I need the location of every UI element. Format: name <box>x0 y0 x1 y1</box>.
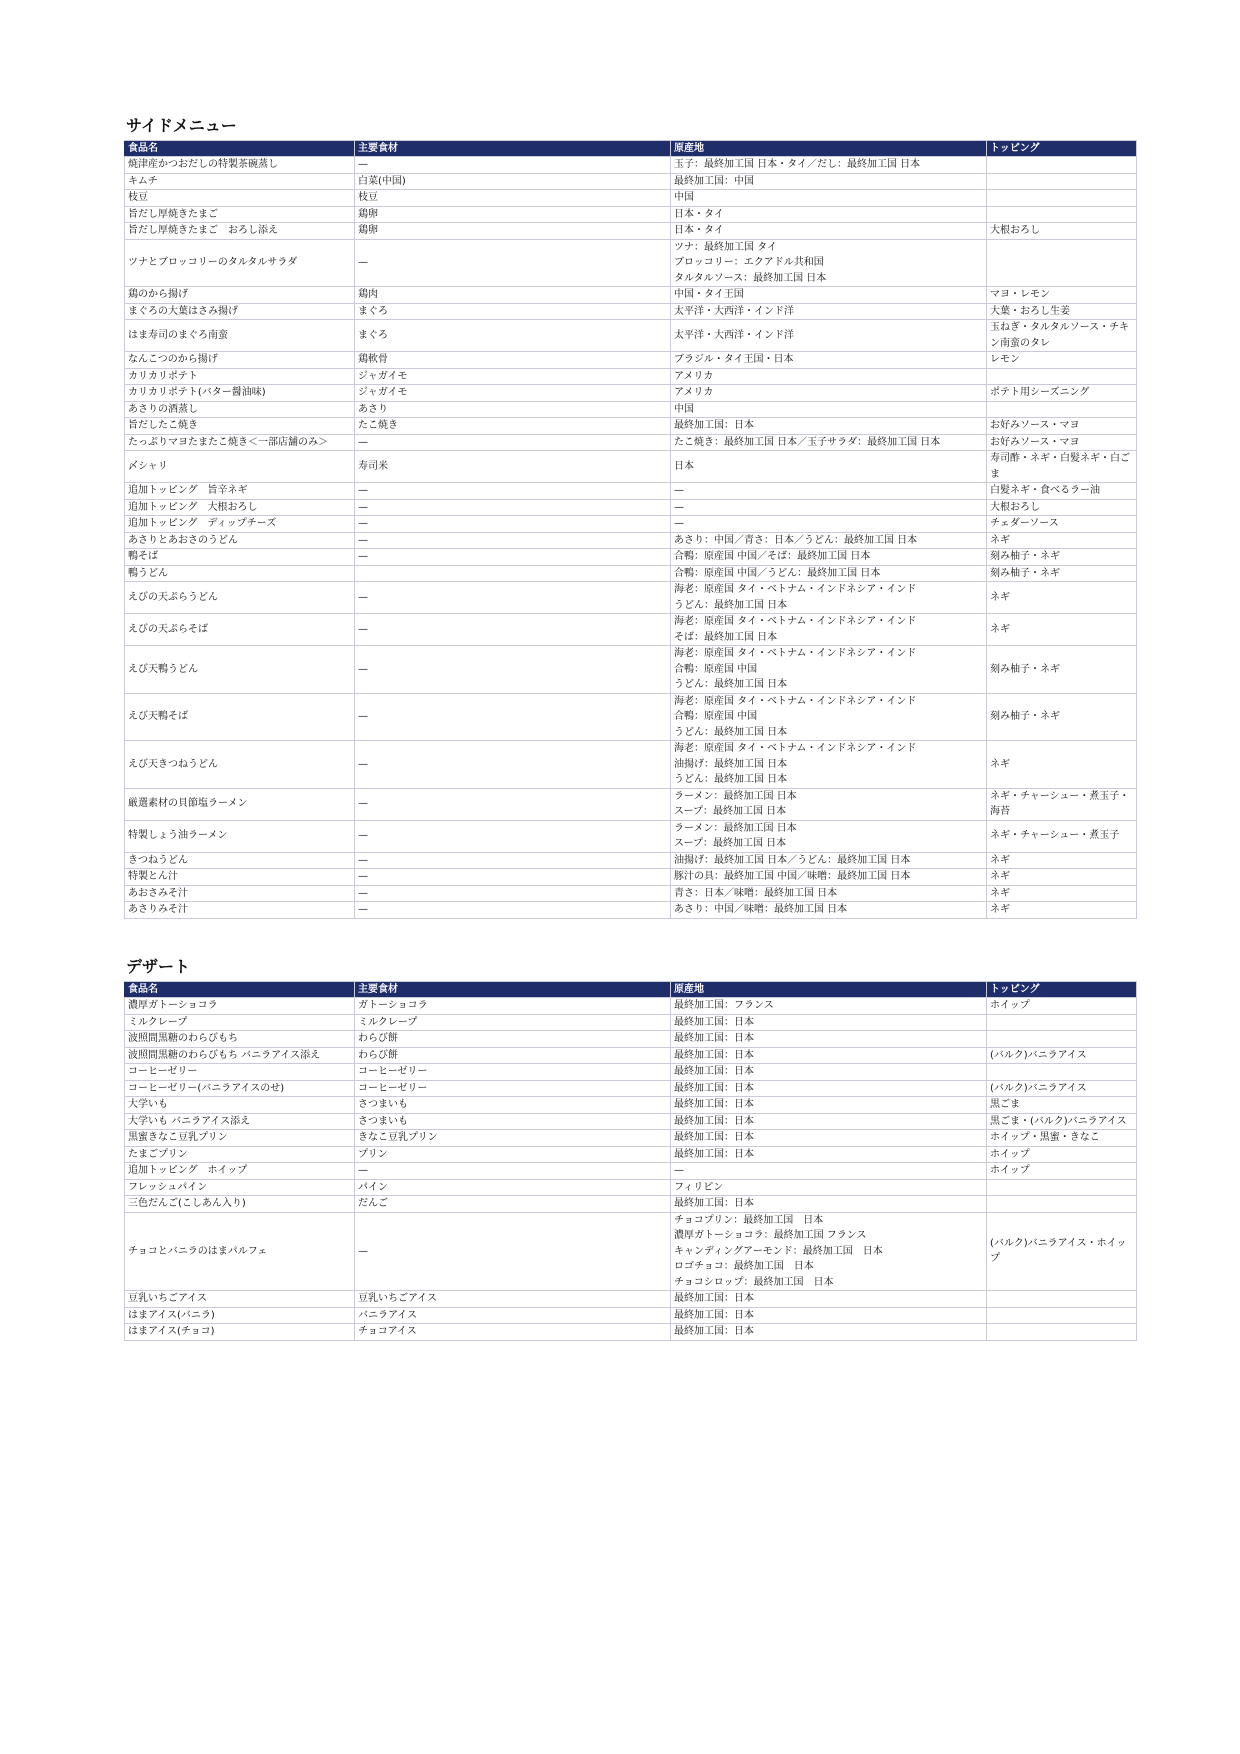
cell-origin: 最終加工国：日本 <box>671 1080 987 1097</box>
section-title: デザート <box>126 957 191 976</box>
cell-main-ingredient: だんご <box>355 1196 671 1213</box>
cell-food-name: カリカリポテト <box>125 368 355 385</box>
cell-topping: お好みソース・マヨ <box>987 434 1137 451</box>
cell-main-ingredient: 白菜(中国) <box>355 173 671 190</box>
cell-topping: ホイップ <box>987 1163 1137 1180</box>
cell-origin: 油揚げ：最終加工国 日本／うどん：最終加工国 日本 <box>671 852 987 869</box>
table-row <box>125 352 1137 369</box>
cell-origin: 最終加工国：日本 <box>671 1291 987 1308</box>
dessert-section <box>124 957 1136 1341</box>
cell-main-ingredient: コーヒーゼリー <box>355 1080 671 1097</box>
cell-topping: ネギ・チャーシュー・煮玉子・海苔 <box>987 788 1137 820</box>
cell-main-ingredient: — <box>355 239 671 287</box>
table-row <box>125 646 1137 694</box>
cell-topping: ネギ <box>987 532 1137 549</box>
cell-topping <box>987 190 1137 207</box>
cell-food-name: 鶏のから揚げ <box>125 287 355 304</box>
cell-origin: 最終加工国：日本 <box>671 1196 987 1213</box>
header-origin: 原産地 <box>671 141 987 157</box>
cell-food-name: 波照間黒糖のわらびもち <box>125 1031 355 1048</box>
cell-main-ingredient: ガトーショコラ <box>355 998 671 1015</box>
cell-food-name: チョコとバニラのはまパルフェ <box>125 1212 355 1291</box>
cell-food-name: たっぷりマヨたまたこ焼き＜一部店舗のみ＞ <box>125 434 355 451</box>
cell-main-ingredient: — <box>355 1163 671 1180</box>
cell-topping <box>987 368 1137 385</box>
table-row <box>125 1163 1137 1180</box>
cell-main-ingredient: — <box>355 741 671 789</box>
table-row <box>125 483 1137 500</box>
cell-food-name: あさりの酒蒸し <box>125 401 355 418</box>
cell-main-ingredient: プリン <box>355 1146 671 1163</box>
cell-topping <box>987 1064 1137 1081</box>
cell-topping: レモン <box>987 352 1137 369</box>
table-row <box>125 1130 1137 1147</box>
table-row <box>125 1031 1137 1048</box>
cell-food-name: キムチ <box>125 173 355 190</box>
cell-origin: 青さ：日本／味噌：最終加工国 日本 <box>671 885 987 902</box>
cell-topping: ネギ <box>987 614 1137 646</box>
cell-topping <box>987 1307 1137 1324</box>
cell-main-ingredient: あさり <box>355 401 671 418</box>
cell-topping: マヨ・レモン <box>987 287 1137 304</box>
cell-origin: 最終加工国：日本 <box>671 1146 987 1163</box>
table-row <box>125 582 1137 614</box>
cell-food-name: 追加トッピング 旨辛ネギ <box>125 483 355 500</box>
cell-origin: アメリカ <box>671 385 987 402</box>
cell-food-name: あさりとあおさのうどん <box>125 532 355 549</box>
cell-topping: ホイップ <box>987 1146 1137 1163</box>
cell-origin: 海老：原産国 タイ・ベトナム・インドネシア・インド 合鴨：原産国 中国 うどん：最終加工国 日本 <box>671 646 987 694</box>
cell-food-name: たまごプリン <box>125 1146 355 1163</box>
cell-origin: あさり：中国／青さ：日本／うどん：最終加工国 日本 <box>671 532 987 549</box>
table-header-row <box>125 141 1137 157</box>
cell-topping <box>987 239 1137 287</box>
cell-main-ingredient: — <box>355 869 671 886</box>
cell-topping <box>987 1014 1137 1031</box>
dessert-table <box>124 981 1137 1341</box>
cell-topping: お好みソース・マヨ <box>987 418 1137 435</box>
cell-main-ingredient: — <box>355 516 671 533</box>
cell-food-name: 波照間黒糖のわらびもち バニラアイス添え <box>125 1047 355 1064</box>
cell-food-name: えび天鴨そば <box>125 693 355 741</box>
cell-topping: ネギ <box>987 902 1137 919</box>
table-row <box>125 1212 1137 1291</box>
cell-main-ingredient: — <box>355 157 671 174</box>
cell-origin: あさり：中国／味噌：最終加工国 日本 <box>671 902 987 919</box>
cell-origin: 最終加工国：フランス <box>671 998 987 1015</box>
cell-origin: 最終加工国：日本 <box>671 1097 987 1114</box>
cell-food-name: フレッシュパイン <box>125 1179 355 1196</box>
cell-food-name: 鴨そば <box>125 549 355 566</box>
cell-food-name: 追加トッピング ディップチーズ <box>125 516 355 533</box>
table-row <box>125 869 1137 886</box>
cell-origin: 海老：原産国 タイ・ベトナム・インドネシア・インド そば：最終加工国 日本 <box>671 614 987 646</box>
cell-topping: (バルク)バニラアイス <box>987 1080 1137 1097</box>
cell-topping: (バルク)バニラアイス・ホイップ <box>987 1212 1137 1291</box>
cell-origin: 海老：原産国 タイ・ベトナム・インドネシア・インド うどん：最終加工国 日本 <box>671 582 987 614</box>
cell-food-name: 旨だし厚焼きたまご <box>125 206 355 223</box>
cell-food-name: きつねうどん <box>125 852 355 869</box>
cell-main-ingredient: わらび餅 <box>355 1047 671 1064</box>
cell-main-ingredient: — <box>355 483 671 500</box>
table-row <box>125 223 1137 240</box>
table-row <box>125 532 1137 549</box>
cell-main-ingredient: ジャガイモ <box>355 368 671 385</box>
cell-food-name: 追加トッピング 大根おろし <box>125 499 355 516</box>
cell-topping: ネギ <box>987 885 1137 902</box>
cell-main-ingredient: 鶏軟骨 <box>355 352 671 369</box>
cell-origin: 合鴨：原産国 中国／そば：最終加工国 日本 <box>671 549 987 566</box>
header-origin: 原産地 <box>671 982 987 998</box>
table-row <box>125 190 1137 207</box>
header-main-ingredient: 主要食材 <box>355 982 671 998</box>
cell-food-name: まぐろの大葉はさみ揚げ <box>125 303 355 320</box>
cell-main-ingredient: たこ焼き <box>355 418 671 435</box>
cell-topping: (バルク)バニラアイス <box>987 1047 1137 1064</box>
cell-food-name: 鴨うどん <box>125 565 355 582</box>
table-row <box>125 1080 1137 1097</box>
cell-topping <box>987 1179 1137 1196</box>
cell-food-name: 〆シャリ <box>125 451 355 483</box>
table-row <box>125 1113 1137 1130</box>
cell-main-ingredient: わらび餅 <box>355 1031 671 1048</box>
cell-main-ingredient: — <box>355 788 671 820</box>
table-row <box>125 239 1137 287</box>
cell-origin: 最終加工国：日本 <box>671 1031 987 1048</box>
cell-origin: ラーメン：最終加工国 日本 スープ：最終加工国 日本 <box>671 788 987 820</box>
cell-main-ingredient: 枝豆 <box>355 190 671 207</box>
cell-food-name: 旨だしたこ焼き <box>125 418 355 435</box>
cell-topping: 寿司酢・ネギ・白髪ネギ・白ごま <box>987 451 1137 483</box>
cell-food-name: 追加トッピング ホイップ <box>125 1163 355 1180</box>
cell-origin: 最終加工国：日本 <box>671 1113 987 1130</box>
cell-origin: ブラジル・タイ王国・日本 <box>671 352 987 369</box>
cell-origin: 最終加工国：日本 <box>671 1014 987 1031</box>
cell-topping: 黒ごま <box>987 1097 1137 1114</box>
table-row <box>125 693 1137 741</box>
table-row <box>125 418 1137 435</box>
cell-food-name: 焼津産かつおだしの特製茶碗蒸し <box>125 157 355 174</box>
table-row <box>125 998 1137 1015</box>
table-row <box>125 1307 1137 1324</box>
header-main-ingredient: 主要食材 <box>355 141 671 157</box>
table-row <box>125 1047 1137 1064</box>
cell-topping: 玉ねぎ・タルタルソース・チキン南蛮のタレ <box>987 320 1137 352</box>
table-row <box>125 885 1137 902</box>
cell-food-name: 豆乳いちごアイス <box>125 1291 355 1308</box>
table-row <box>125 820 1137 852</box>
cell-main-ingredient: 寿司米 <box>355 451 671 483</box>
cell-topping <box>987 1291 1137 1308</box>
cell-food-name: はまアイス(バニラ) <box>125 1307 355 1324</box>
cell-topping: 白髪ネギ・食べるラー油 <box>987 483 1137 500</box>
cell-food-name: コーヒーゼリー <box>125 1064 355 1081</box>
cell-origin: — <box>671 1163 987 1180</box>
table-row <box>125 206 1137 223</box>
cell-origin: 中国・タイ王国 <box>671 287 987 304</box>
table-row <box>125 499 1137 516</box>
cell-main-ingredient: 鶏卵 <box>355 223 671 240</box>
cell-food-name: えび天鴨うどん <box>125 646 355 694</box>
cell-main-ingredient: — <box>355 693 671 741</box>
cell-origin: 最終加工国：日本 <box>671 1130 987 1147</box>
cell-topping: 刻み柚子・ネギ <box>987 693 1137 741</box>
cell-main-ingredient: まぐろ <box>355 303 671 320</box>
header-topping: トッピング <box>987 982 1137 998</box>
cell-origin: 合鴨：原産国 中国／うどん：最終加工国 日本 <box>671 565 987 582</box>
cell-origin: 海老：原産国 タイ・ベトナム・インドネシア・インド 合鴨：原産国 中国 うどん：最終加工国 日本 <box>671 693 987 741</box>
cell-main-ingredient: — <box>355 852 671 869</box>
cell-topping <box>987 1324 1137 1341</box>
cell-main-ingredient <box>355 565 671 582</box>
header-food-name: 食品名 <box>125 982 355 998</box>
cell-topping <box>987 401 1137 418</box>
cell-food-name: カリカリポテト(バター醤油味) <box>125 385 355 402</box>
cell-origin: アメリカ <box>671 368 987 385</box>
cell-main-ingredient: — <box>355 499 671 516</box>
cell-topping: 刻み柚子・ネギ <box>987 565 1137 582</box>
cell-origin: 日本・タイ <box>671 223 987 240</box>
cell-food-name: 特製とん汁 <box>125 869 355 886</box>
table-row <box>125 1014 1137 1031</box>
cell-main-ingredient: ミルクレープ <box>355 1014 671 1031</box>
table-row <box>125 173 1137 190</box>
cell-food-name: ミルクレープ <box>125 1014 355 1031</box>
table-row <box>125 788 1137 820</box>
table-row <box>125 614 1137 646</box>
table-row <box>125 1179 1137 1196</box>
cell-topping: 黒ごま・(バルク)バニラアイス <box>987 1113 1137 1130</box>
table-row <box>125 157 1137 174</box>
cell-main-ingredient: 豆乳いちごアイス <box>355 1291 671 1308</box>
table-row <box>125 565 1137 582</box>
table-row <box>125 303 1137 320</box>
side-menu-section <box>124 116 1136 919</box>
cell-topping: 刻み柚子・ネギ <box>987 549 1137 566</box>
table-row <box>125 902 1137 919</box>
cell-food-name: 枝豆 <box>125 190 355 207</box>
cell-origin: 最終加工国：日本 <box>671 1047 987 1064</box>
cell-food-name: 三色だんご(こしあん入り) <box>125 1196 355 1213</box>
cell-main-ingredient: — <box>355 532 671 549</box>
cell-origin: 中国 <box>671 190 987 207</box>
cell-food-name: ツナとブロッコリーのタルタルサラダ <box>125 239 355 287</box>
cell-main-ingredient: まぐろ <box>355 320 671 352</box>
cell-origin: 最終加工国：日本 <box>671 418 987 435</box>
cell-origin: 太平洋・大西洋・インド洋 <box>671 303 987 320</box>
cell-food-name: あおさみそ汁 <box>125 885 355 902</box>
cell-food-name: あさりみそ汁 <box>125 902 355 919</box>
cell-food-name: なんこつのから揚げ <box>125 352 355 369</box>
cell-main-ingredient: — <box>355 549 671 566</box>
cell-food-name: 厳選素材の貝節塩ラーメン <box>125 788 355 820</box>
cell-main-ingredient: — <box>355 820 671 852</box>
cell-food-name: 旨だし厚焼きたまご おろし添え <box>125 223 355 240</box>
cell-topping: ネギ <box>987 852 1137 869</box>
cell-origin: チョコプリン：最終加工国 日本 濃厚ガトーショコラ：最終加工国 フランス キャンディングアーモンド：最終加工国 日本 ロゴチョコ：最終加工国 日本 チョコシロップ：最終加工国 日本 <box>671 1212 987 1291</box>
cell-origin: — <box>671 483 987 500</box>
cell-origin: 最終加工国：中国 <box>671 173 987 190</box>
side-menu-table <box>124 140 1137 919</box>
cell-origin: ツナ：最終加工国 タイ ブロッコリー：エクアドル共和国 タルタルソース：最終加工国 日本 <box>671 239 987 287</box>
cell-food-name: 大学いも バニラアイス添え <box>125 1113 355 1130</box>
cell-topping <box>987 157 1137 174</box>
cell-food-name: はま寿司のまぐろ南蛮 <box>125 320 355 352</box>
cell-main-ingredient: パイン <box>355 1179 671 1196</box>
table-row <box>125 516 1137 533</box>
table-row <box>125 852 1137 869</box>
cell-origin: 太平洋・大西洋・インド洋 <box>671 320 987 352</box>
cell-main-ingredient: さつまいも <box>355 1097 671 1114</box>
cell-topping: ホイップ <box>987 998 1137 1015</box>
cell-origin: 海老：原産国 タイ・ベトナム・インドネシア・インド 油揚げ：最終加工国 日本 うどん：最終加工国 日本 <box>671 741 987 789</box>
table-row <box>125 1146 1137 1163</box>
cell-topping: 大根おろし <box>987 499 1137 516</box>
cell-topping: ネギ <box>987 582 1137 614</box>
cell-main-ingredient: — <box>355 885 671 902</box>
cell-topping: ホイップ・黒蜜・きなこ <box>987 1130 1137 1147</box>
table-row <box>125 1324 1137 1341</box>
cell-topping: 大根おろし <box>987 223 1137 240</box>
cell-main-ingredient: — <box>355 902 671 919</box>
cell-main-ingredient: ジャガイモ <box>355 385 671 402</box>
table-row <box>125 401 1137 418</box>
table-row <box>125 434 1137 451</box>
cell-food-name: えびの天ぷらうどん <box>125 582 355 614</box>
cell-food-name: 特製しょう油ラーメン <box>125 820 355 852</box>
cell-origin: 中国 <box>671 401 987 418</box>
cell-food-name: えび天きつねうどん <box>125 741 355 789</box>
table-row <box>125 451 1137 483</box>
cell-origin: フィリピン <box>671 1179 987 1196</box>
cell-main-ingredient: — <box>355 434 671 451</box>
cell-origin: ラーメン：最終加工国 日本 スープ：最終加工国 日本 <box>671 820 987 852</box>
cell-main-ingredient: きなこ豆乳プリン <box>355 1130 671 1147</box>
cell-origin: たこ焼き：最終加工国 日本／玉子サラダ：最終加工国 日本 <box>671 434 987 451</box>
cell-food-name: えびの天ぷらそば <box>125 614 355 646</box>
header-topping: トッピング <box>987 141 1137 157</box>
cell-origin: — <box>671 516 987 533</box>
table-row <box>125 741 1137 789</box>
cell-topping: ネギ・チャーシュー・煮玉子 <box>987 820 1137 852</box>
cell-food-name: はまアイス(チョコ) <box>125 1324 355 1341</box>
cell-food-name: コーヒーゼリー(バニラアイスのせ) <box>125 1080 355 1097</box>
table-row <box>125 1291 1137 1308</box>
cell-main-ingredient: — <box>355 646 671 694</box>
cell-topping: ネギ <box>987 869 1137 886</box>
table-row <box>125 549 1137 566</box>
cell-origin: 最終加工国：日本 <box>671 1307 987 1324</box>
cell-main-ingredient: — <box>355 614 671 646</box>
cell-origin: 最終加工国：日本 <box>671 1324 987 1341</box>
cell-food-name: 濃厚ガトーショコラ <box>125 998 355 1015</box>
cell-food-name: 黒蜜きなこ豆乳プリン <box>125 1130 355 1147</box>
cell-main-ingredient: — <box>355 1212 671 1291</box>
header-food-name: 食品名 <box>125 141 355 157</box>
table-row <box>125 1097 1137 1114</box>
cell-origin: 最終加工国：日本 <box>671 1064 987 1081</box>
cell-topping: 大葉・おろし生姜 <box>987 303 1137 320</box>
cell-main-ingredient: — <box>355 582 671 614</box>
table-row <box>125 320 1137 352</box>
table-row <box>125 1064 1137 1081</box>
cell-food-name: 大学いも <box>125 1097 355 1114</box>
cell-topping: ネギ <box>987 741 1137 789</box>
cell-main-ingredient: コーヒーゼリー <box>355 1064 671 1081</box>
cell-origin: 玉子：最終加工国 日本・タイ／だし：最終加工国 日本 <box>671 157 987 174</box>
cell-main-ingredient: 鶏肉 <box>355 287 671 304</box>
cell-topping: ポテト用シーズニング <box>987 385 1137 402</box>
table-row <box>125 287 1137 304</box>
cell-topping <box>987 1196 1137 1213</box>
dessert-body <box>125 998 1137 1341</box>
table-header-row <box>125 982 1137 998</box>
cell-topping <box>987 206 1137 223</box>
table-row <box>125 1196 1137 1213</box>
section-title: サイドメニュー <box>126 116 237 135</box>
cell-origin: — <box>671 499 987 516</box>
cell-topping: 刻み柚子・ネギ <box>987 646 1137 694</box>
cell-topping <box>987 1031 1137 1048</box>
cell-main-ingredient: 鶏卵 <box>355 206 671 223</box>
cell-topping <box>987 173 1137 190</box>
cell-main-ingredient: チョコアイス <box>355 1324 671 1341</box>
cell-main-ingredient: さつまいも <box>355 1113 671 1130</box>
cell-topping: チェダーソース <box>987 516 1137 533</box>
side-menu-body <box>125 157 1137 919</box>
table-row <box>125 368 1137 385</box>
cell-main-ingredient: バニラアイス <box>355 1307 671 1324</box>
cell-origin: 日本・タイ <box>671 206 987 223</box>
cell-origin: 日本 <box>671 451 987 483</box>
table-row <box>125 385 1137 402</box>
cell-origin: 豚汁の具：最終加工国 中国／味噌：最終加工国 日本 <box>671 869 987 886</box>
